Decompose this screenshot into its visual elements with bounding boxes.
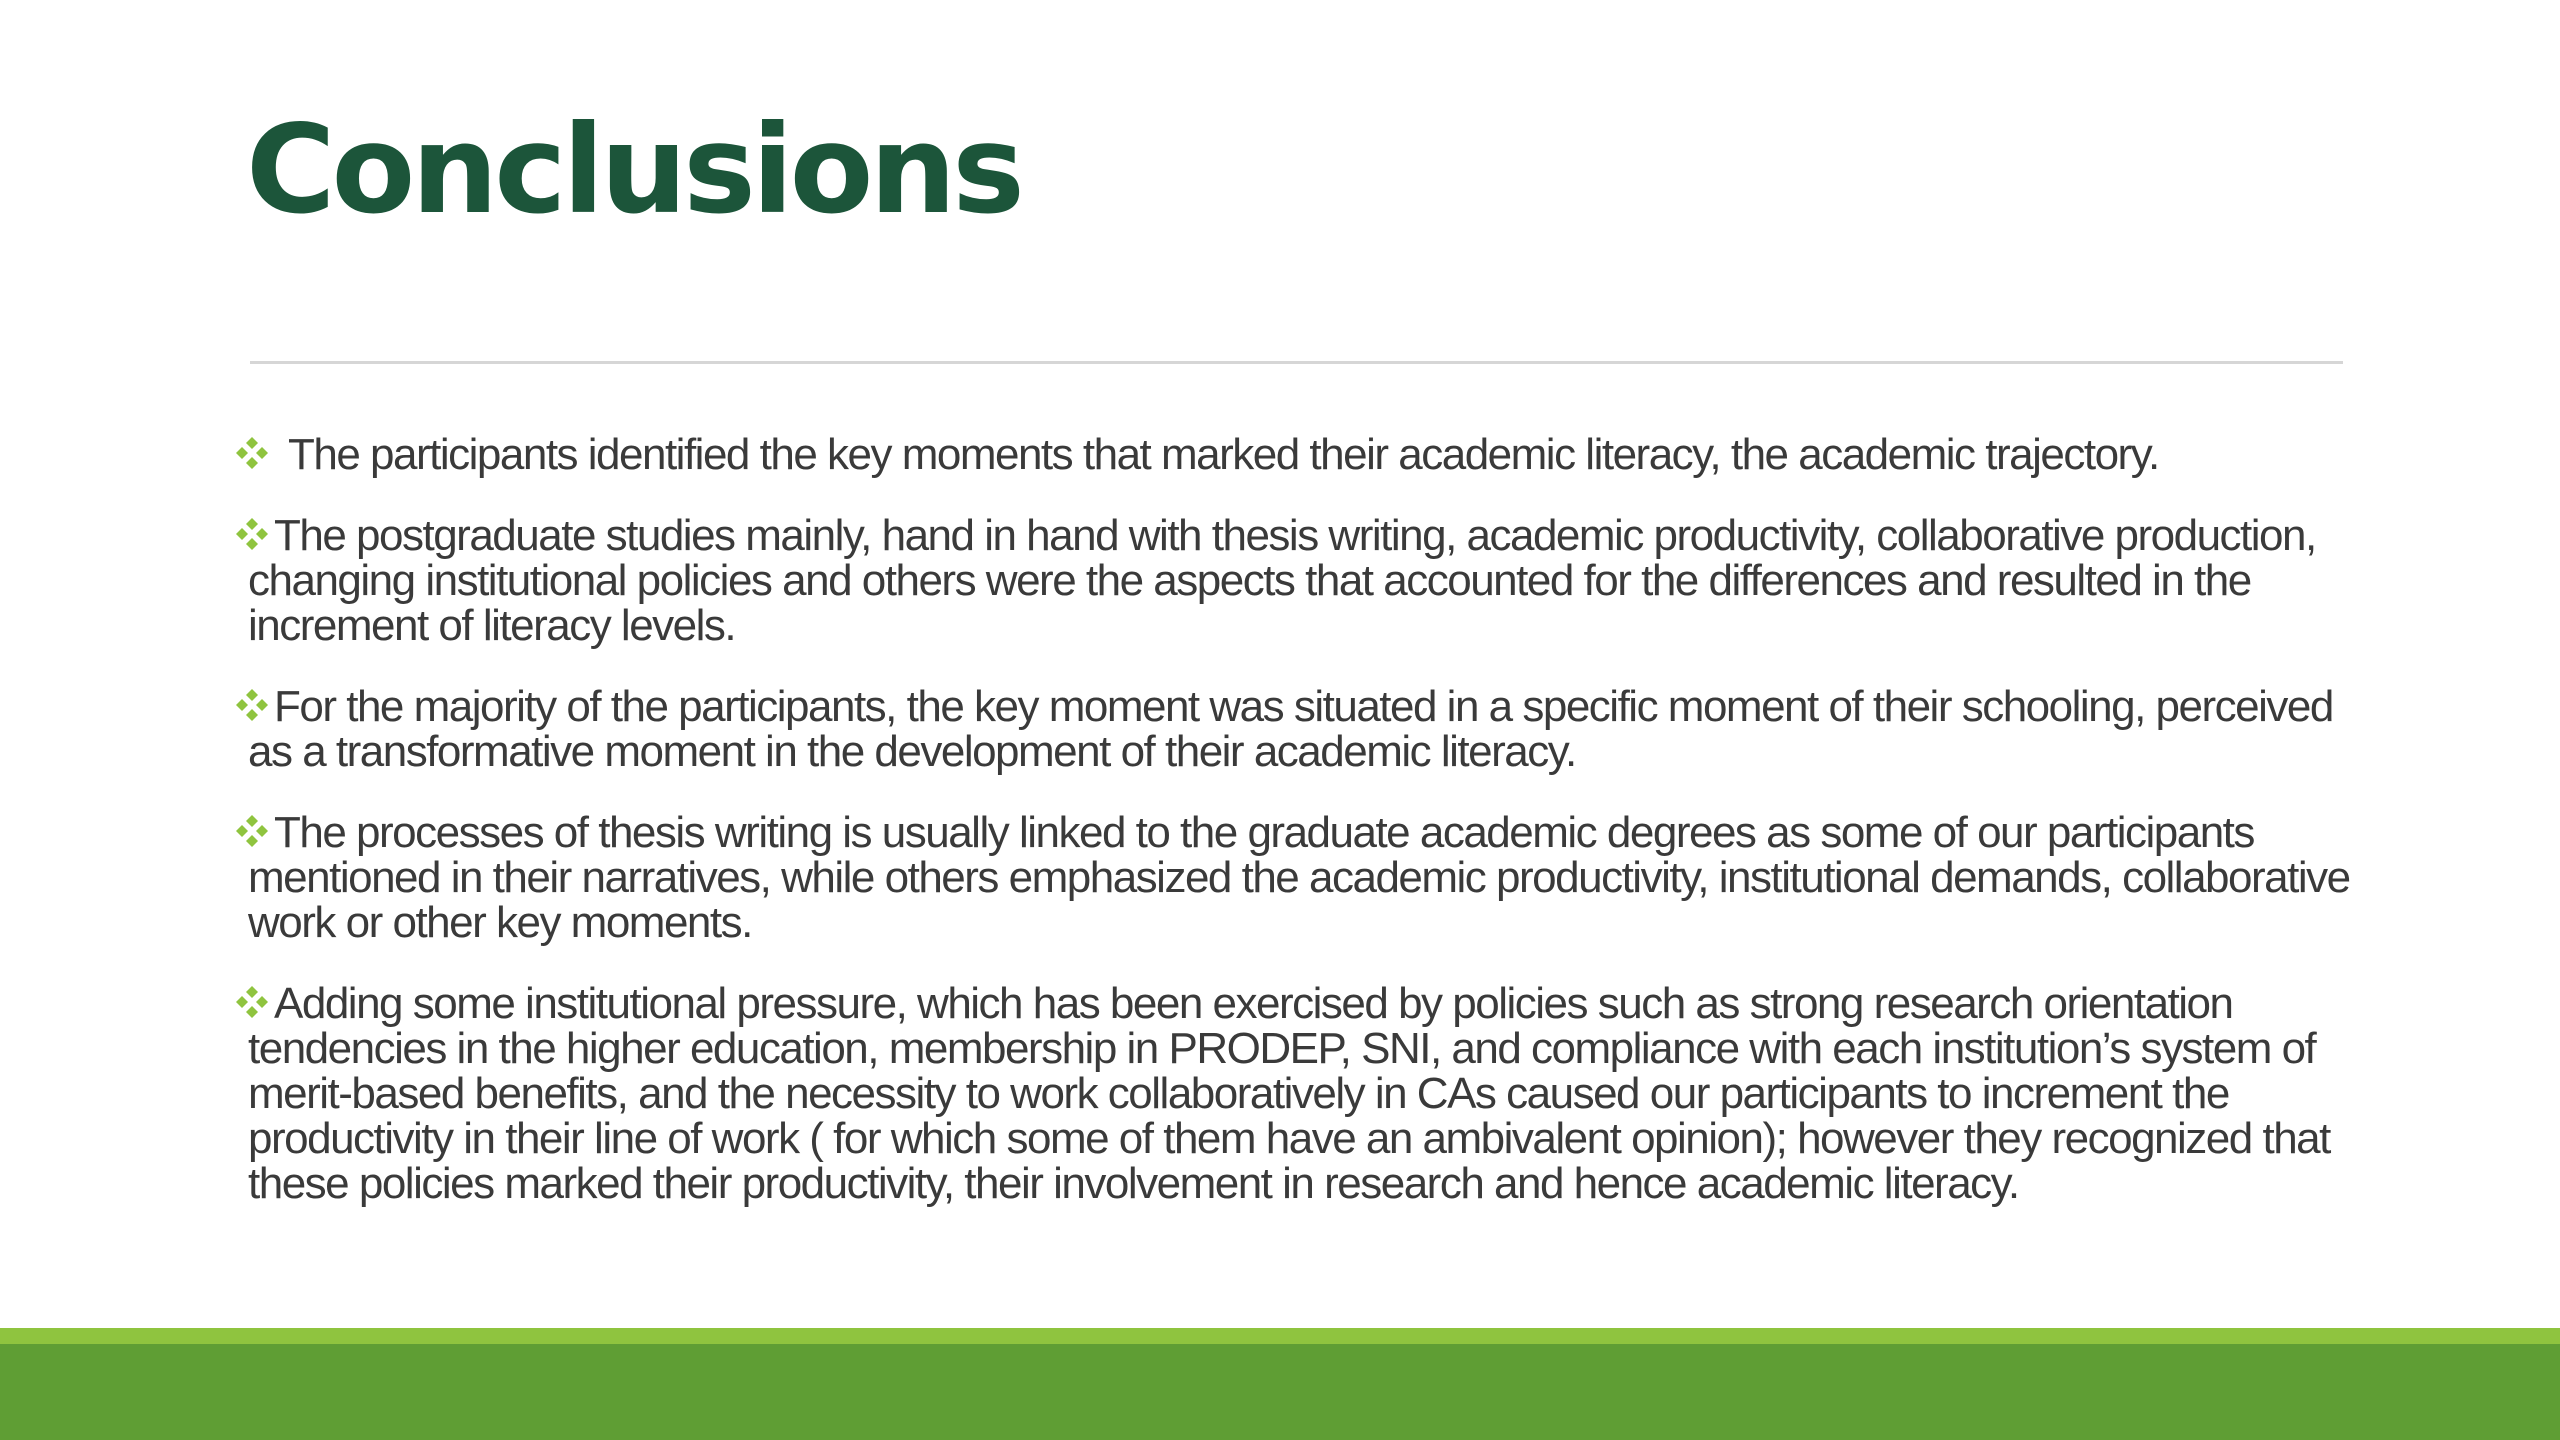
bullet-list xyxy=(248,432,2358,1242)
bullet-item xyxy=(248,432,2358,477)
title-divider xyxy=(250,361,2343,364)
four-diamond-bullet-icon xyxy=(232,685,272,725)
bullet-text: The processes of thesis writing is usually linked to the graduate academic degrees as some of our participants mentioned in their narratives, while others emphasized the academic productivity, institutional demands, collaborative work or other key moments. xyxy=(248,808,2350,947)
four-diamond-bullet-icon xyxy=(232,433,272,473)
bullet-text: For the majority of the participants, the key moment was situated in a specific moment of their schooling, perceived as a transformative moment in the development of their academic literacy. xyxy=(248,682,2333,776)
bullet-item xyxy=(248,513,2358,648)
bullet-text: The postgraduate studies mainly, hand in hand with thesis writing, academic productivity, collaborative production, changing institutional policies and others were the aspects that accounted for the differences and resulted in the increment of literacy levels. xyxy=(248,511,2316,650)
footer-accent-bar xyxy=(0,1328,2560,1344)
bullet-item xyxy=(248,981,2358,1206)
four-diamond-bullet-icon xyxy=(232,514,272,554)
four-diamond-bullet-icon xyxy=(232,811,272,851)
bullet-text: The participants identified the key moments that marked their academic literacy, the academic trajectory. xyxy=(288,430,2159,479)
bullet-text: Adding some institutional pressure, which has been exercised by policies such as strong research orientation tendencies in the higher education, membership in PRODEP, SNI, and compliance with each institution’s system of merit-based benefits, and the necessity to work collaboratively in CAs caused our participants to increment the productivity in their line of work ( for which some of them have an ambivalent opinion); however they recognized that these policies marked their productivity, their involvement in research and hence academic literacy. xyxy=(248,979,2330,1208)
bullet-item xyxy=(248,810,2358,945)
bullet-item xyxy=(248,684,2358,774)
footer-bar xyxy=(0,1344,2560,1440)
slide-title: Conclusions xyxy=(246,99,1021,241)
four-diamond-bullet-icon xyxy=(232,982,272,1022)
